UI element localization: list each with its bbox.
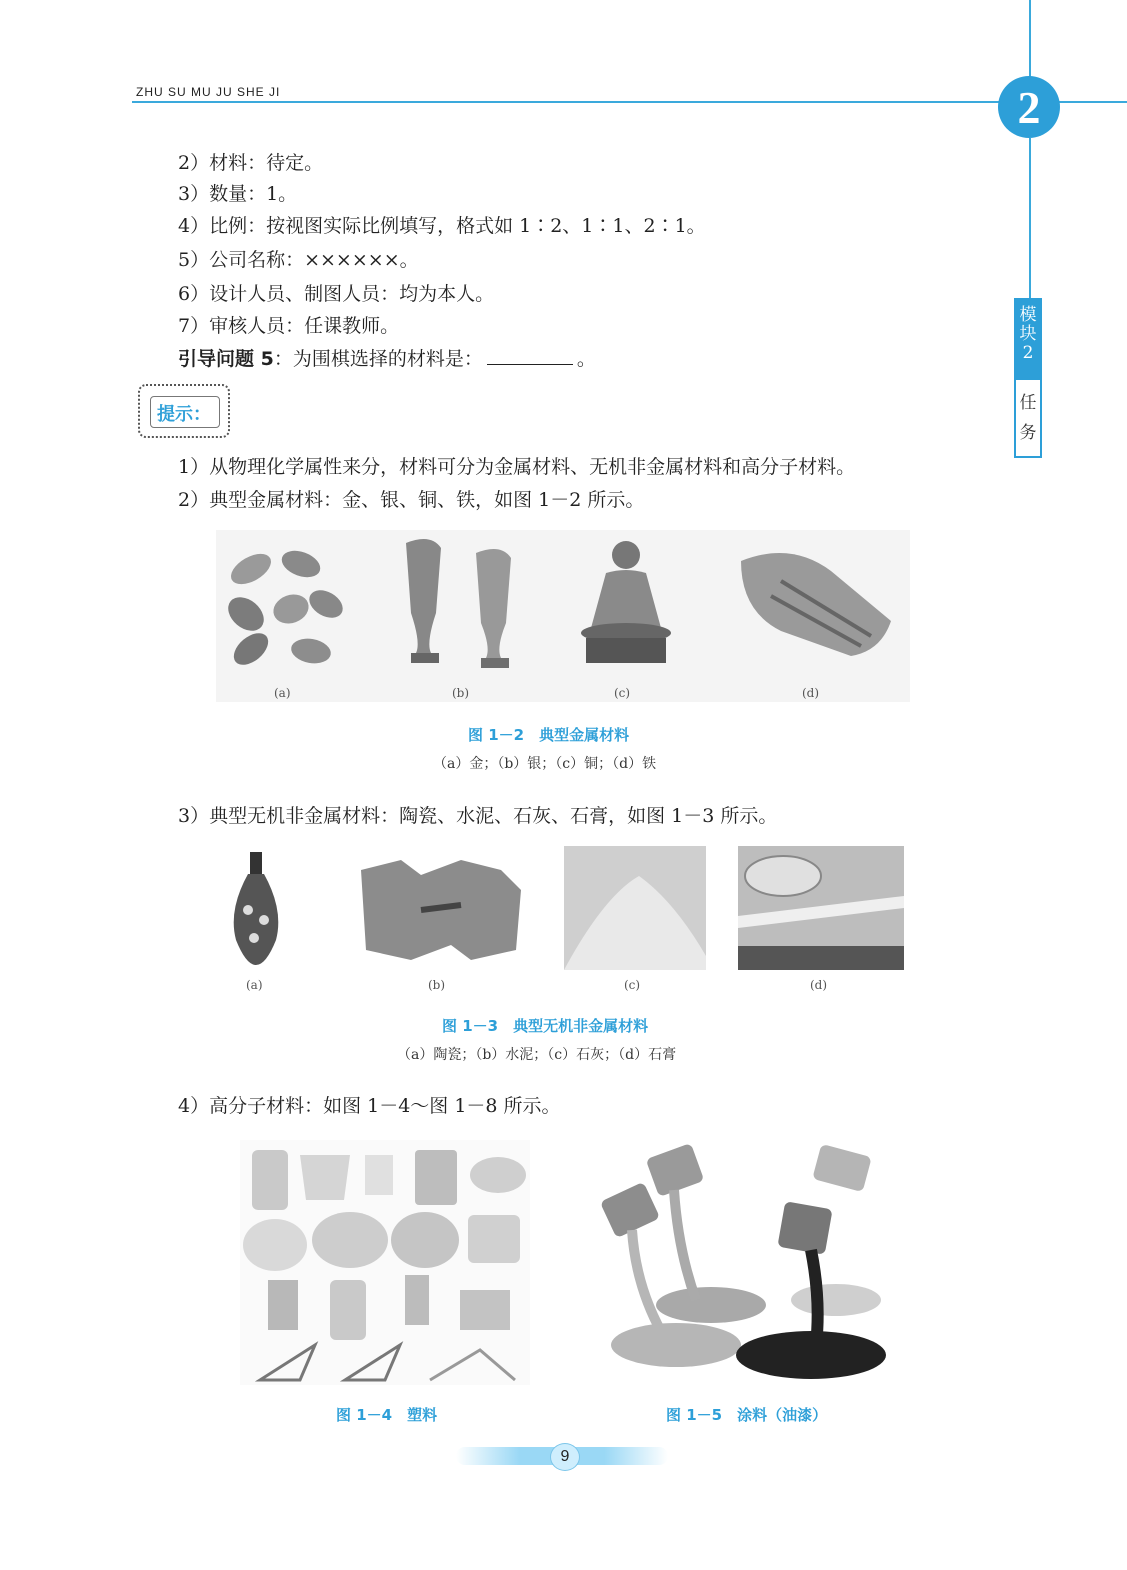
list-item: 3）数量：1。 <box>178 183 298 205</box>
figure-1-2-title: 图 1－2 典型金属材料 <box>468 726 630 744</box>
hint-item: 2）典型金属材料：金、银、铜、铁，如图 1－2 所示。 <box>178 489 645 511</box>
list-item: 3）典型无机非金属材料：陶瓷、水泥、石灰、石膏，如图 1－3 所示。 <box>178 805 778 827</box>
list-item: 5）公司名称：××××××。 <box>178 249 419 271</box>
answer-blank[interactable] <box>487 346 573 365</box>
header-rule-right <box>1058 101 1127 103</box>
guide-question-end: 。 <box>576 348 596 370</box>
list-item: 2）材料：待定。 <box>178 152 324 174</box>
figure-label: (a) <box>246 978 263 992</box>
header-rule <box>132 101 1002 103</box>
figure-label: (c) <box>614 686 631 700</box>
guide-question-text: ：为围棋选择的材料是： <box>273 348 483 370</box>
paint-buckets-image <box>596 1140 888 1385</box>
figure-label: (a) <box>274 686 291 700</box>
plastics-image <box>240 1140 530 1385</box>
figure-label: (c) <box>624 978 641 992</box>
side-tab-module: 模块2 <box>1016 300 1040 380</box>
figure-1-5-title: 图 1－5 涂料（油漆） <box>666 1406 828 1424</box>
chapter-badge: 2 <box>998 76 1060 138</box>
figure-1-3-photos <box>216 846 910 996</box>
hint-item: 1）从物理化学属性来分，材料可分为金属材料、无机非金属材料和高分子材料。 <box>178 456 856 478</box>
list-item: 4）比例：按视图实际比例填写，格式如 1∶2、1∶1、2∶1。 <box>178 215 706 237</box>
hint-inner-frame <box>150 396 220 428</box>
side-tab-task: 任务 <box>1019 393 1037 443</box>
figure-label: (b) <box>428 978 446 992</box>
header-vertical-rule <box>1029 0 1031 78</box>
figure-1-3-title: 图 1－3 典型无机非金属材料 <box>442 1017 649 1035</box>
lime-powder-image <box>564 846 706 970</box>
copper-statue-image <box>561 530 691 675</box>
figure-label: (d) <box>802 686 820 700</box>
page-number: 9 <box>550 1443 580 1471</box>
side-vertical-rule <box>1029 138 1031 298</box>
figure-label: (d) <box>810 978 828 992</box>
gold-leaves-image <box>216 534 356 674</box>
list-item: 4）高分子材料：如图 1－4～图 1－8 所示。 <box>178 1095 561 1117</box>
list-item: 7）审核人员：任课教师。 <box>178 315 400 337</box>
figure-label: (b) <box>452 686 470 700</box>
hint-label: 提示： <box>157 404 211 425</box>
guide-question <box>178 346 596 371</box>
porcelain-vase-image <box>216 846 296 974</box>
figure-1-3-subtitle: （a）陶瓷；（b）水泥；（c）石灰；（d）石膏 <box>397 1047 677 1063</box>
gypsum-ceiling-image <box>738 846 904 970</box>
cement-blocks-image <box>351 850 531 970</box>
side-tab <box>1014 298 1042 458</box>
figure-1-2-photos <box>216 530 910 702</box>
figure-1-4-title: 图 1－4 塑料 <box>336 1406 438 1424</box>
running-title: ZHU SU MU JU SHE JI <box>136 85 281 99</box>
silver-jugs-image <box>381 530 541 675</box>
hint-box <box>138 384 230 438</box>
iron-gauntlets-image <box>716 536 906 676</box>
guide-question-label: 引导问题 5 <box>178 348 274 370</box>
figure-1-2-subtitle: （a）金；（b）银；（c）铜；（d）铁 <box>433 756 657 772</box>
list-item: 6）设计人员、制图人员：均为本人。 <box>178 283 495 305</box>
